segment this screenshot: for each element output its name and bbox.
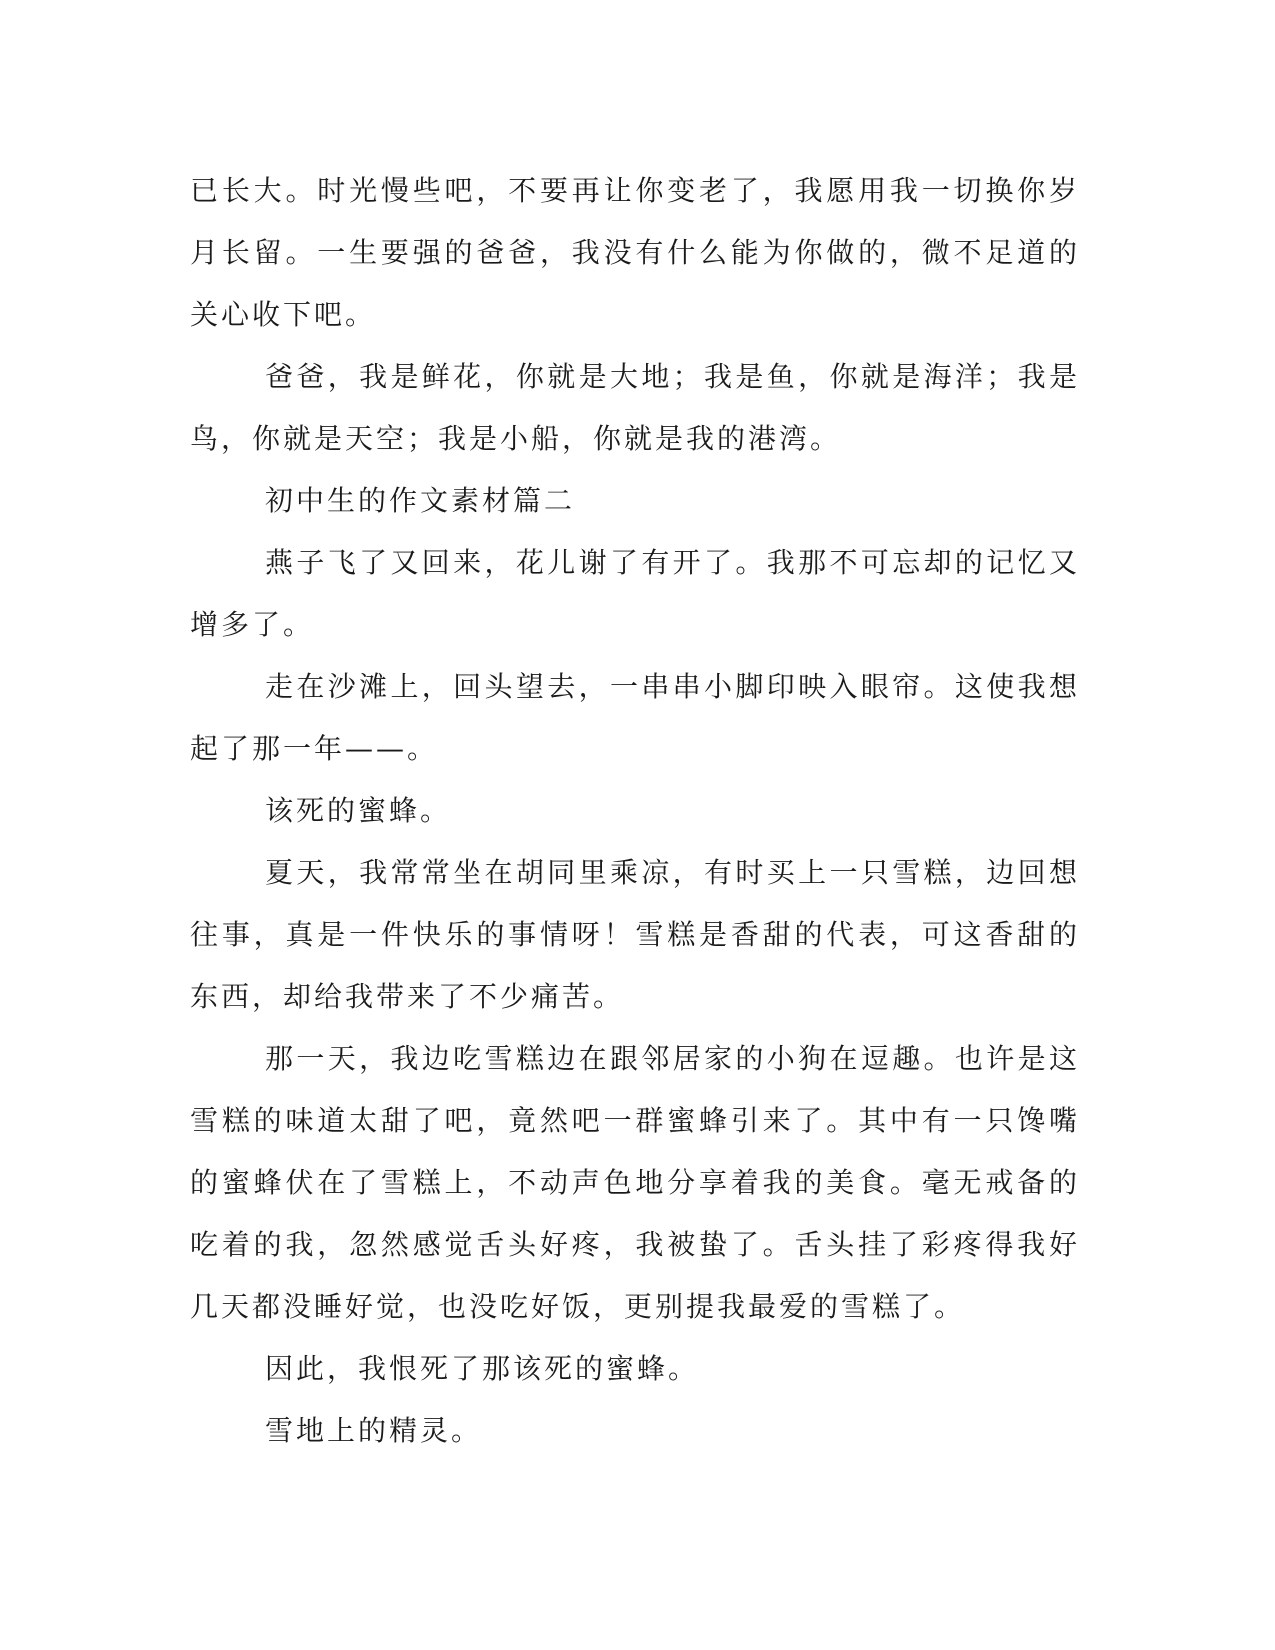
paragraph: 夏天，我常常坐在胡同里乘凉，有时买上一只雪糕，边回想往事，真是一件快乐的事情呀！雪糕是香甜的代表，可这香甜的东西，却给我带来了不少痛苦。 bbox=[190, 856, 1080, 1013]
subheading: 该死的蜜蜂。 bbox=[265, 794, 452, 827]
subheading: 雪地上的精灵。 bbox=[265, 1414, 483, 1447]
paragraph: 因此，我恨死了那该死的蜜蜂。 bbox=[265, 1352, 700, 1385]
paragraph: 那一天，我边吃雪糕边在跟邻居家的小狗在逗趣。也许是这雪糕的味道太甜了吧，竟然吧一群蜜蜂引来了。其中有一只馋嘴的蜜蜂伏在了雪糕上，不动声色地分享着我的美食。毫无戒备的吃着的我，忽然感觉舌头好疼，我被蛰了。舌头挂了彩疼得我好几天都没睡好觉，也没吃好饭，更别提我最爱的雪糕了。 bbox=[190, 1042, 1080, 1323]
paragraph: 走在沙滩上，回头望去，一串串小脚印映入眼帘。这使我想起了那一年——。 bbox=[190, 670, 1080, 765]
document-body bbox=[190, 160, 1080, 1462]
paragraph: 已长大。时光慢些吧，不要再让你变老了，我愿用我一切换你岁月长留。一生要强的爸爸，我没有什么能为你做的，微不足道的关心收下吧。 bbox=[190, 174, 1080, 331]
section-heading: 初中生的作文素材篇二 bbox=[265, 484, 576, 517]
paragraph: 爸爸，我是鲜花，你就是大地；我是鱼，你就是海洋；我是鸟，你就是天空；我是小船，你就是我的港湾。 bbox=[190, 360, 1080, 455]
paragraph: 燕子飞了又回来，花儿谢了有开了。我那不可忘却的记忆又增多了。 bbox=[190, 546, 1080, 641]
